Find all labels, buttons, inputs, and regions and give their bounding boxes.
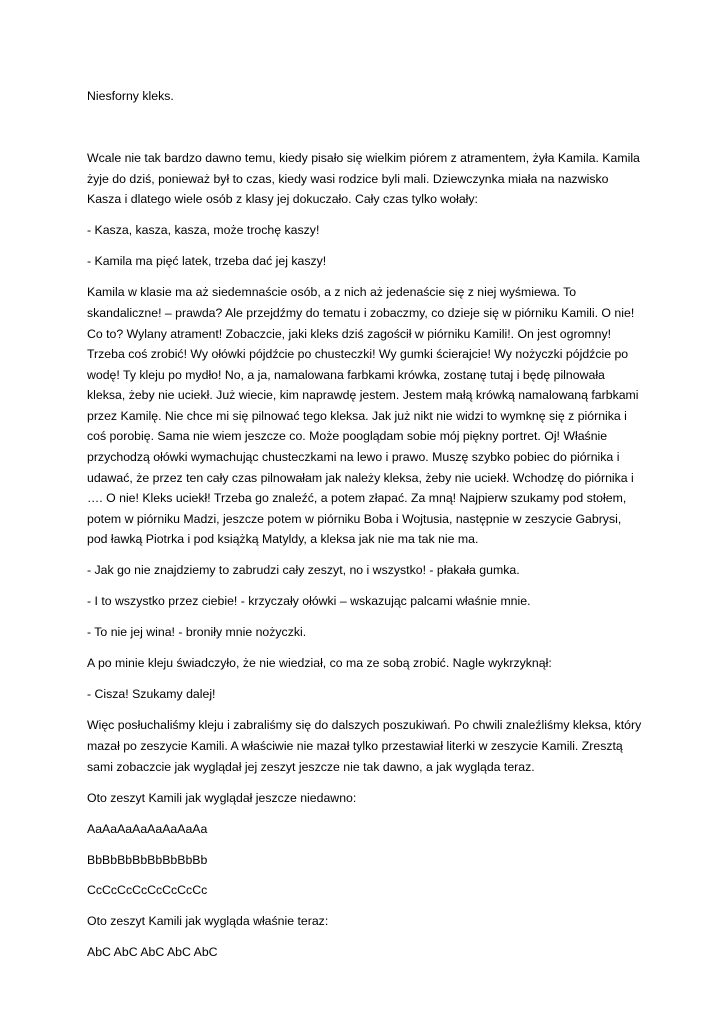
notebook-line-mixed: AbC AbC AbC AbC AbC — [87, 945, 218, 960]
document-body — [87, 86, 643, 973]
title-spacing — [87, 107, 643, 149]
paragraph-notebook-before-intro: Oto zeszyt Kamili jak wyglądał jeszcze niedawno: — [87, 790, 357, 805]
paragraph-pencils-dialogue: - I to wszystko przez ciebie! - krzyczały ołówki – wskazując palcami właśnie mnie. — [87, 594, 531, 609]
paragraph-search-resolution: Więc posłuchaliśmy kleju i zabraliśmy się do dalszych poszukiwań. Po chwili znaleźliśmy kleksa, który mazał po zeszycie Kamili. A właściwie nie mazał tylko przestawiał literki w zeszycie Kamili. Zresztą sami zobaczcie jak wyglądał jej zeszyt jeszcze nie tak dawno, a jak wygląda teraz. — [87, 718, 642, 774]
paragraph-notebook-now-intro: Oto zeszyt Kamili jak wygląda właśnie teraz: — [87, 914, 329, 929]
notebook-line-c: CcCcCcCcCcCcCcCc — [87, 883, 208, 898]
paragraph-glue-dialogue: - Cisza! Szukamy dalej! — [87, 687, 216, 702]
paragraph-eraser-dialogue: - Jak go nie znajdziemy to zabrudzi cały zeszyt, no i wszystko! - płakała gumka. — [87, 563, 520, 578]
paragraph-taunt-1: - Kasza, kasza, kasza, może trochę kaszy! — [87, 223, 320, 238]
paragraph-glue-narration: A po minie kleju świadczyło, że nie wiedział, co ma ze sobą zrobić. Nagle wykrzyknął: — [87, 656, 552, 671]
document-title: Niesforny kleks. — [87, 89, 174, 103]
paragraph-scissors-dialogue: - To nie jej wina! - broniły mnie nożyczki. — [87, 625, 307, 640]
paragraph-intro: Wcale nie tak bardzo dawno temu, kiedy pisało się wielkim piórem z atramentem, żyła Kamila. Kamila żyje do dziś, ponieważ był to czas, kiedy wasi rodzice byli mali. Dziewczynka miała na nazwisko Kasza i dlatego wiele osób z klasy jej dokuczało. Cały czas tylko wołały: — [87, 151, 640, 207]
paragraph-taunt-2: - Kamila ma pięć latek, trzeba dać jej kaszy! — [87, 254, 327, 269]
notebook-line-b: BbBbBbBbBbBbBbBb — [87, 852, 208, 867]
notebook-line-a: AaAaAaAaAaAaAaAa — [87, 821, 208, 836]
paragraph-main-story: Kamila w klasie ma aż siedemnaście osób, a z nich aż jedenaście się z niej wyśmiewa. To skandaliczne! – prawda? Ale przejdźmy do tematu i zobaczmy, co dzieje się w piórniku Kamili. O nie! Co to? Wylany atrament! Zobaczcie, jaki kleks dziś zagościł w piórniku Kamili!. On jest ogromny! Trzeba coś zrobić! Wy ołówki pójdźcie po chusteczki! Wy gumki ścierajcie! Wy nożyczki pójdźcie po wodę! Ty kleju po mydło! No, a ja, namalowana farbkami krówka, zostanę tutaj i będę pilnowała kleksa, żeby nie uciekł. Już wiecie, kim naprawdę jestem. Jestem małą krówką namalowaną farbkami przez Kamilę. Nie chce mi się pilnować tego kleksa. Jak już nikt nie widzi to wymknę się z piórnika i coś porobię. Sama nie wiem jeszcze co. Może pooglądam sobie mój piękny portret. Oj! Właśnie przychodzą ołówki wymachując chusteczkami na lewo i prawo. Muszę szybko pobiec do piórnika i udawać, że przez ten cały czas pilnowałam jak należy kleksa, żeby nie uciekł. Wchodzę do piórnika i …. O nie! Kleks uciekł! Trzeba go znaleźć, a potem złapać. Za mną! Najpierw szukamy pod stołem, potem w piórniku Madzi, jeszcze potem w piórniku Boba i Wojtusia, następnie w zeszycie Gabrysi, pod ławką Piotrka i pod książką Matyldy, a kleksa jak nie ma tak nie ma. — [87, 285, 639, 547]
